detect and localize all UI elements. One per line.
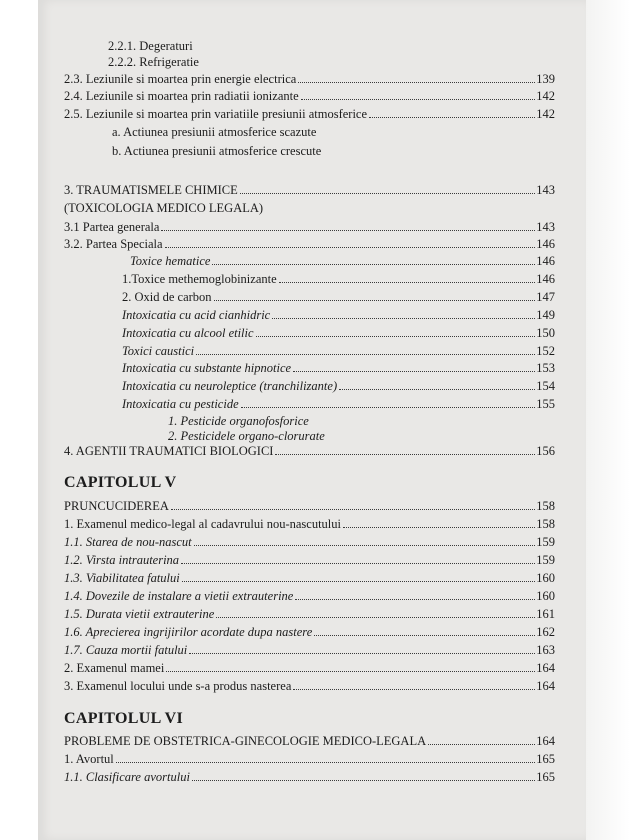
dot-leader [241, 407, 536, 408]
toc-entry [122, 307, 555, 323]
toc-entry: (TOXICOLOGIA MEDICO LEGALA) [64, 201, 264, 215]
toc-entry-title: Intoxicatia cu pesticide [122, 397, 239, 411]
toc-entry-page: 165 [536, 770, 555, 784]
toc-entry-page: 153 [536, 361, 555, 375]
toc-entry-page: 164 [536, 734, 555, 748]
toc-entry-title: 1.4. Dovezile de instalare a vietii extrauterine [64, 589, 294, 603]
toc-entry: 2.2.2. Refrigeratie [108, 55, 199, 69]
toc-entry-page: 139 [536, 72, 555, 86]
toc-entry-page: 143 [536, 220, 555, 234]
toc-entry: 2. Pesticidele organo-clorurate [168, 429, 325, 443]
toc-entry-page: 165 [536, 752, 555, 766]
dot-leader [189, 653, 535, 654]
toc-entry [64, 498, 555, 514]
toc-entry [64, 769, 555, 785]
toc-entry-title: 1.7. Cauza mortii fatului [64, 643, 188, 657]
dot-leader [171, 509, 535, 510]
toc-entry [64, 516, 555, 532]
toc-entry-page: 146 [536, 272, 555, 286]
toc-entry-title: 1.2. Virsta intrauterina [64, 553, 180, 567]
dot-leader [343, 527, 535, 528]
toc-entry-page: 142 [536, 89, 555, 103]
dot-leader [275, 454, 535, 455]
toc-entry [64, 624, 555, 640]
toc-entry [122, 396, 555, 412]
toc-entry-page: 163 [536, 643, 555, 657]
dot-leader [165, 247, 536, 248]
toc-entry-page: 146 [536, 254, 555, 268]
toc-entry-title: Intoxicatia cu neuroleptice (tranchilizante) [122, 379, 338, 393]
toc-entry [64, 733, 555, 749]
dot-leader [314, 635, 535, 636]
toc-entry [122, 271, 555, 287]
toc-entry [64, 751, 555, 767]
dot-leader [339, 389, 535, 390]
toc-entry-page: 154 [536, 379, 555, 393]
toc-entry-page: 160 [536, 571, 555, 585]
dot-leader [216, 617, 535, 618]
dot-leader [298, 82, 535, 83]
toc-entry: 1. Pesticide organofosforice [168, 414, 309, 428]
toc-entry-page: 147 [536, 290, 555, 304]
chapter-heading: CAPITOLUL V [64, 474, 177, 491]
toc-entry [122, 343, 555, 359]
toc-entry [64, 106, 555, 122]
toc-entry [64, 71, 555, 87]
dot-leader [214, 300, 536, 301]
dot-leader [166, 671, 535, 672]
dot-leader [116, 762, 535, 763]
toc-entry: 2.2.1. Degeraturi [108, 39, 193, 53]
dot-leader [295, 599, 535, 600]
toc-entry-page: 160 [536, 589, 555, 603]
toc-entry-title: 3. TRAUMATISMELE CHIMICE [64, 183, 238, 197]
toc-entry-title: 2.4. Leziunile si moartea prin radiatii ionizante [64, 89, 299, 103]
toc-entry-page: 156 [536, 444, 555, 458]
toc-entry [64, 443, 555, 459]
toc-entry-title: 2.5. Leziunile si moartea prin variatiile presiunii atmosferice [64, 107, 368, 121]
dot-leader [256, 336, 536, 337]
toc-entry-title: 1.Toxice methemoglobinizante [122, 272, 277, 286]
dot-leader [279, 282, 536, 283]
dot-leader [369, 117, 535, 118]
toc-entry-title: PROBLEME DE OBSTETRICA-GINECOLOGIE MEDICO-LEGALA [64, 734, 427, 748]
toc-entry-page: 159 [536, 553, 555, 567]
dot-leader [293, 689, 535, 690]
dot-leader [182, 581, 536, 582]
toc-entry [122, 289, 555, 305]
toc-entry [64, 219, 555, 235]
toc-entry-title: 2. Oxid de carbon [122, 290, 212, 304]
toc-entry-page: 152 [536, 344, 555, 358]
toc-entry-title: Intoxicatia cu alcool etilic [122, 326, 254, 340]
toc-entry-title: 1. Avortul [64, 752, 114, 766]
dot-leader [240, 193, 536, 194]
toc-entry [64, 642, 555, 658]
toc-entry-title: 3.1 Partea generala [64, 220, 160, 234]
toc-entry [64, 534, 555, 550]
toc-entry-title: 1.3. Viabilitatea fatului [64, 571, 180, 585]
toc-entry-page: 142 [536, 107, 555, 121]
dot-leader [301, 99, 536, 100]
toc-entry [122, 378, 555, 394]
toc-entry-page: 155 [536, 397, 555, 411]
toc-entry-title: 1.5. Durata vietii extrauterine [64, 607, 215, 621]
toc-entry-page: 150 [536, 326, 555, 340]
toc-entry: a. Actiunea presiunii atmosferice scazute [112, 125, 317, 139]
dot-leader [212, 264, 535, 265]
toc-entry-page: 158 [536, 517, 555, 531]
toc-entry [130, 253, 555, 269]
dot-leader [293, 371, 535, 372]
toc-entry-title: Toxici caustici [122, 344, 195, 358]
toc-entry [64, 88, 555, 104]
toc-entry [64, 660, 555, 676]
toc-entry [64, 678, 555, 694]
toc-entry-title: 1.6. Aprecierea ingrijirilor acordate dupa nastere [64, 625, 313, 639]
toc-entry [64, 552, 555, 568]
toc-entry [64, 236, 555, 252]
toc-entry [122, 360, 555, 376]
toc-entry-page: 161 [536, 607, 555, 621]
toc-entry-page: 143 [536, 183, 555, 197]
toc-entry-page: 146 [536, 237, 555, 251]
toc-entry-title: 3.2. Partea Speciala [64, 237, 163, 251]
toc-entry [64, 588, 555, 604]
toc-entry: b. Actiunea presiunii atmosferice crescute [112, 144, 322, 158]
toc-entry-title: 3. Examenul locului unde s-a produs nasterea [64, 679, 292, 693]
toc-entry-title: 4. AGENTII TRAUMATICI BIOLOGICI [64, 444, 274, 458]
dot-leader [192, 780, 535, 781]
toc-entry-title: 1.1. Clasificare avortului [64, 770, 190, 784]
toc-entry-page: 159 [536, 535, 555, 549]
dot-leader [181, 563, 535, 564]
dot-leader [161, 230, 535, 231]
toc-entry-title: 1. Examenul medico-legal al cadavrului nou-nascutului [64, 517, 341, 531]
toc-entry [64, 606, 555, 622]
toc-entry-title: PRUNCUCIDEREA [64, 499, 169, 513]
chapter-heading: CAPITOLUL VI [64, 710, 184, 727]
toc-entry-page: 149 [536, 308, 555, 322]
toc-entry-page: 164 [536, 679, 555, 693]
dot-leader [272, 318, 535, 319]
toc-entry-title: 1.1. Starea de nou-nascut [64, 535, 192, 549]
toc-entry [64, 182, 555, 198]
toc-entry-page: 164 [536, 661, 555, 675]
toc-entry-title: Intoxicatia cu acid cianhidric [122, 308, 271, 322]
toc-entry-page: 162 [536, 625, 555, 639]
toc-entry-title: 2.3. Leziunile si moartea prin energie electrica [64, 72, 297, 86]
dot-leader [428, 744, 535, 745]
toc-entry-page: 158 [536, 499, 555, 513]
dot-leader [196, 354, 535, 355]
toc-entry [64, 570, 555, 586]
dot-leader [194, 545, 536, 546]
toc-entry-title: 2. Examenul mamei [64, 661, 165, 675]
toc-entry-title: Intoxicatia cu substante hipnotice [122, 361, 292, 375]
toc-entry-title: Toxice hematice [130, 254, 211, 268]
toc-entry [122, 325, 555, 341]
